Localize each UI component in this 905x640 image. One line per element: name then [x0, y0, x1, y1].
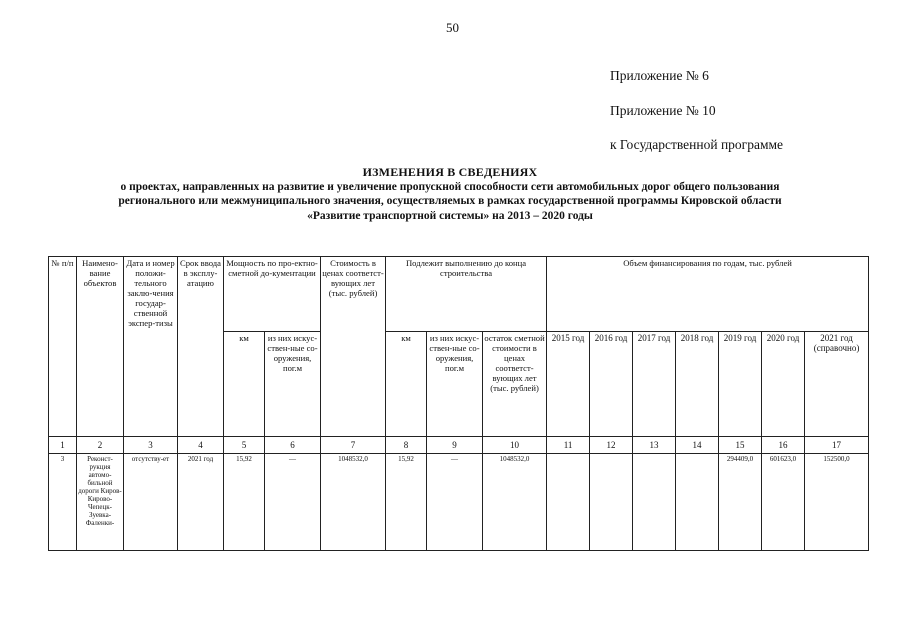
table-row — [49, 454, 869, 551]
header-year-2020: 2020 год — [762, 332, 805, 437]
row-structures: — — [265, 454, 321, 551]
heading-line-2: регионального или межмуниципального значения, осуществляемых в рамках государственной программы Кировской области — [118, 195, 782, 207]
column-number: 9 — [427, 437, 483, 454]
column-number: 1 — [49, 437, 77, 454]
appendix-line-3: к Государственной программе — [610, 137, 784, 152]
header-cost: Стоимость в ценах соответст-вующих лет (тыс. рублей) — [321, 257, 386, 437]
heading-title: ИЗМЕНЕНИЯ В СВЕДЕНИЯХ — [362, 165, 538, 179]
header-number: № п/п — [49, 257, 77, 437]
appendix-line-1: Приложение № 6 — [610, 68, 709, 83]
column-number: 6 — [265, 437, 321, 454]
header-year-2018: 2018 год — [676, 332, 719, 437]
column-number: 13 — [633, 437, 676, 454]
column-number: 15 — [719, 437, 762, 454]
appendix-line-2: Приложение № 10 — [610, 103, 716, 118]
row-financing-2021: 152500,0 — [805, 454, 869, 551]
column-number: 4 — [178, 437, 224, 454]
header-remainder-cost: остаток сметной стоимости в ценах соответст-вующих лет (тыс. рублей) — [483, 332, 547, 437]
header-financing: Объем финансирования по годам, тыс. рублей — [547, 257, 869, 332]
row-expertise-date: отсутству-ет — [124, 454, 178, 551]
row-structures-remaining: — — [427, 454, 483, 551]
column-number: 2 — [77, 437, 124, 454]
column-number: 11 — [547, 437, 590, 454]
header-year-2019: 2019 год — [719, 332, 762, 437]
row-financing-2015 — [547, 454, 590, 551]
header-year-2016: 2016 год — [590, 332, 633, 437]
header-year-2017: 2017 год — [633, 332, 676, 437]
row-financing-2016 — [590, 454, 633, 551]
row-number: 3 — [49, 454, 77, 551]
row-km-remaining: 15,92 — [386, 454, 427, 551]
header-structures-remaining: из них искус-ствен-ные со-оружения, пог.м — [427, 332, 483, 437]
column-number: 7 — [321, 437, 386, 454]
column-number: 8 — [386, 437, 427, 454]
row-km: 15,92 — [224, 454, 265, 551]
header-km: км — [224, 332, 265, 437]
column-number: 3 — [124, 437, 178, 454]
column-number: 10 — [483, 437, 547, 454]
row-financing-2018 — [676, 454, 719, 551]
row-object-name: Реконст-рукция автомо-бильной дороги Киров-Кирово-Чепецк-Зуевка-Фаленки- — [77, 454, 124, 551]
column-number: 5 — [224, 437, 265, 454]
column-number: 17 — [805, 437, 869, 454]
heading-line-3: «Развитие транспортной системы» на 2013 – 2020 годы — [307, 209, 593, 222]
header-expertise-date: Дата и номер положи-тельного заклю-чения государ-ственной экспер-тизы — [124, 257, 178, 437]
header-year-2021: 2021 год (справочно) — [805, 332, 869, 437]
page-number: 50 — [446, 20, 459, 35]
header-km-remaining: км — [386, 332, 427, 437]
document-heading — [40, 165, 860, 223]
row-financing-2019: 294409,0 — [719, 454, 762, 551]
header-completion: Подлежит выполнению до конца строительства — [386, 257, 547, 332]
column-number: 16 — [762, 437, 805, 454]
column-number: 12 — [590, 437, 633, 454]
header-year-2015: 2015 год — [547, 332, 590, 437]
header-object-name: Наимено-вание объектов — [77, 257, 124, 437]
header-structures: из них искус-ствен-ные со-оружения, пог.м — [265, 332, 321, 437]
row-remainder-cost: 1048532,0 — [483, 454, 547, 551]
projects-table — [48, 256, 869, 551]
row-cost: 1048532,0 — [321, 454, 386, 551]
header-commissioning-term: Срок ввода в эксплу-атацию — [178, 257, 224, 437]
row-financing-2020: 601623,0 — [762, 454, 805, 551]
row-commissioning-term: 2021 год — [178, 454, 224, 551]
column-number: 14 — [676, 437, 719, 454]
header-capacity: Мощность по про-ектно-сметной до-кументации — [224, 257, 321, 332]
row-financing-2017 — [633, 454, 676, 551]
heading-line-1: о проектах, направленных на развитие и увеличение пропускной способности сети автомобильных дорог общего пользования — [120, 180, 780, 193]
